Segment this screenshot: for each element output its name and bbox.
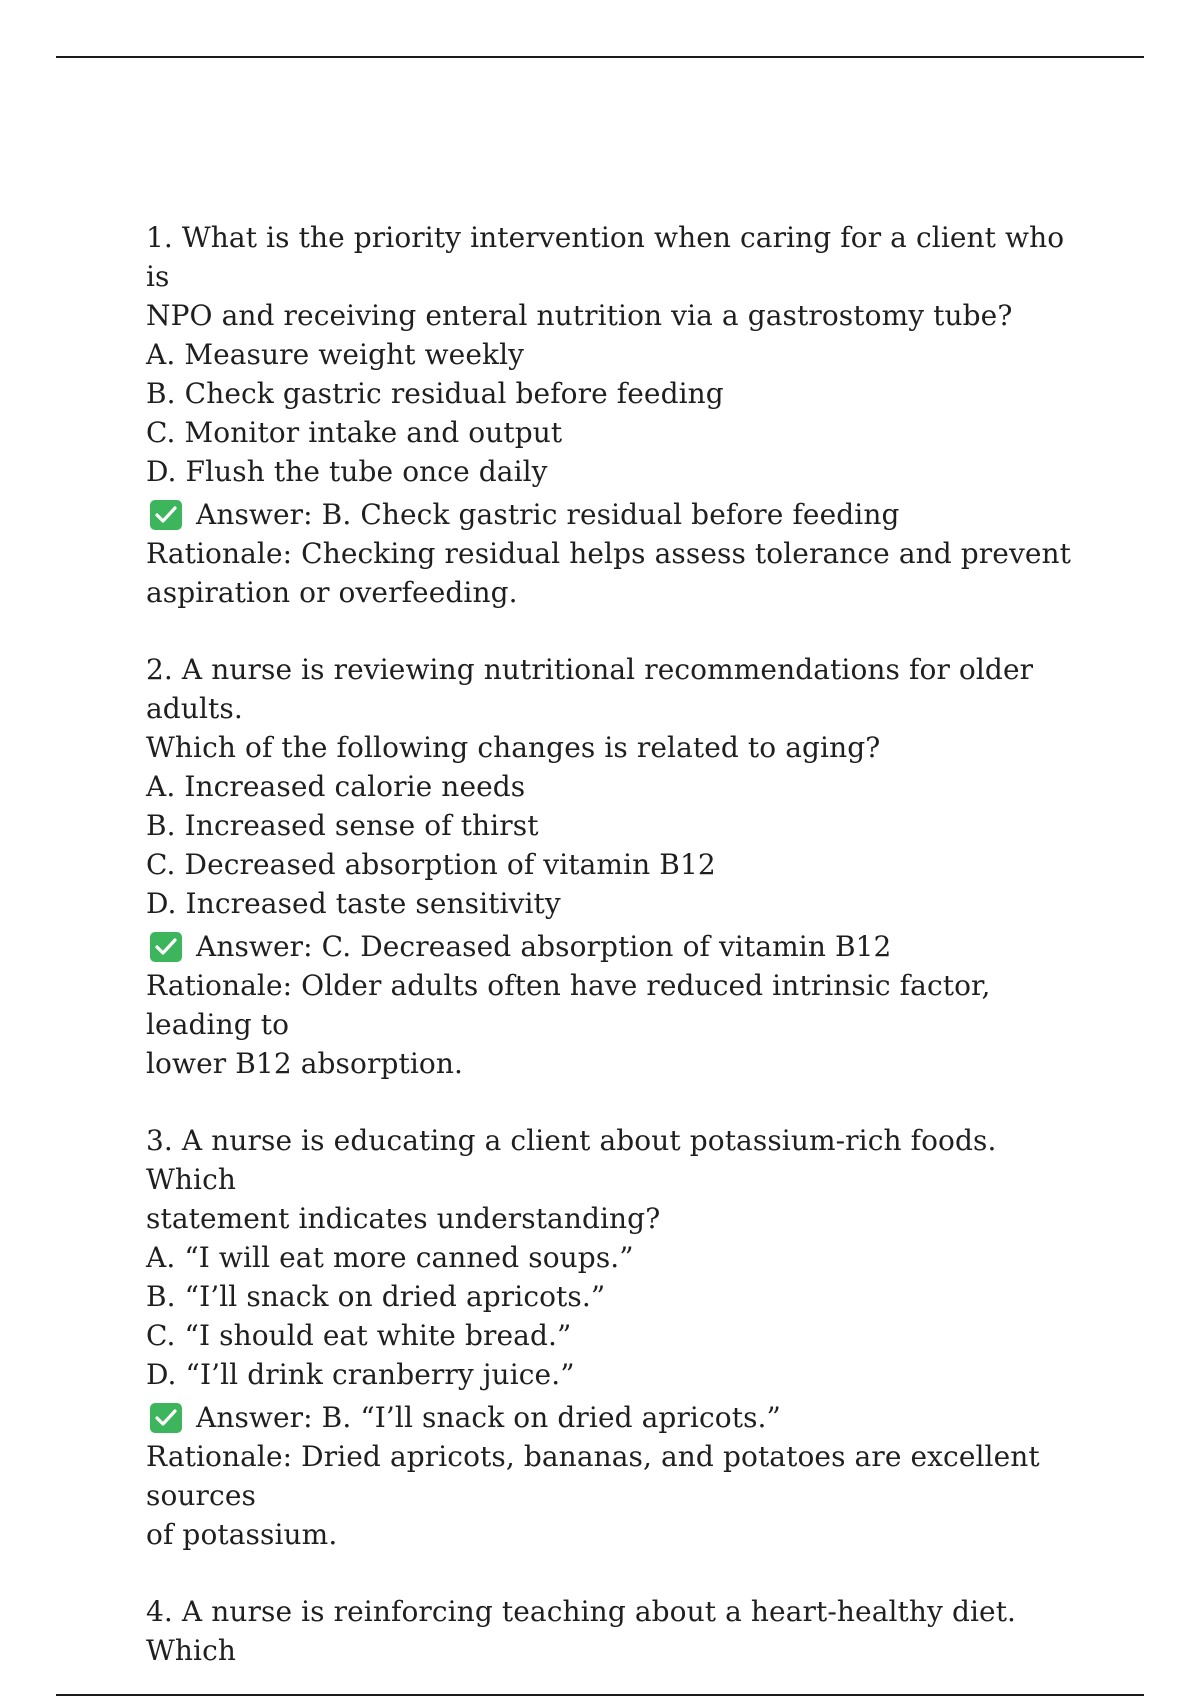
rationale <box>146 534 1076 612</box>
question-3-text <box>146 1121 1076 1238</box>
option-d: D. “I’ll drink cranberry juice.” <box>146 1358 575 1391</box>
option-c: C. Decreased absorption of vitamin B12 <box>146 848 716 881</box>
bottom-rule <box>56 1694 1144 1696</box>
rationale-line-2: aspiration or overfeeding. <box>146 576 518 609</box>
answer-line <box>146 495 1076 534</box>
option-a: A. “I will eat more canned soups.” <box>146 1241 634 1274</box>
option-c: C. “I should eat white bread.” <box>146 1319 572 1352</box>
question-3-line-1: 3. A nurse is educating a client about potassium-rich foods. Which <box>146 1124 997 1196</box>
option-d: D. Flush the tube once daily <box>146 455 548 488</box>
answer-text: Answer: B. Check gastric residual before feeding <box>196 498 900 531</box>
answer-line <box>146 927 1076 966</box>
rationale-line-2: of potassium. <box>146 1518 338 1551</box>
answer-line <box>146 1398 1076 1437</box>
question-1-line-1: 1. What is the priority intervention when caring for a client who is <box>146 221 1065 293</box>
answer-text: Answer: B. “I’ll snack on dried apricots.” <box>196 1401 781 1434</box>
rationale-line-2: lower B12 absorption. <box>146 1047 463 1080</box>
option-a: A. Increased calorie needs <box>146 770 526 803</box>
rationale <box>146 966 1076 1083</box>
question-1-line-2: NPO and receiving enteral nutrition via a gastrostomy tube? <box>146 299 1013 332</box>
question-3 <box>146 1121 1076 1554</box>
question-2 <box>146 650 1076 1083</box>
option-b: B. Check gastric residual before feeding <box>146 377 724 410</box>
check-mark-icon <box>150 932 182 962</box>
rationale-line-1: Rationale: Older adults often have reduced intrinsic factor, leading to <box>146 969 991 1041</box>
option-a: A. Measure weight weekly <box>146 338 525 371</box>
option-d: D. Increased taste sensitivity <box>146 887 561 920</box>
answer-text: Answer: C. Decreased absorption of vitamin B12 <box>196 930 892 963</box>
option-b: B. “I’ll snack on dried apricots.” <box>146 1280 606 1313</box>
top-rule <box>56 56 1144 58</box>
rationale <box>146 1437 1076 1554</box>
rationale-line-1: Rationale: Checking residual helps assess tolerance and prevent <box>146 537 1072 570</box>
question-1 <box>146 218 1076 612</box>
option-b: B. Increased sense of thirst <box>146 809 539 842</box>
check-mark-icon <box>150 1403 182 1433</box>
document-body <box>146 218 1076 1670</box>
rationale-line-1: Rationale: Dried apricots, bananas, and potatoes are excellent sources <box>146 1440 1040 1512</box>
question-1-text <box>146 218 1076 335</box>
question-2-line-1: 2. A nurse is reviewing nutritional recommendations for older adults. <box>146 653 1034 725</box>
check-mark-icon <box>150 500 182 530</box>
question-2-line-2: Which of the following changes is related to aging? <box>146 731 881 764</box>
option-c: C. Monitor intake and output <box>146 416 563 449</box>
question-3-line-2: statement indicates understanding? <box>146 1202 661 1235</box>
question-2-text <box>146 650 1076 767</box>
question-4-text: 4. A nurse is reinforcing teaching about a heart-healthy diet. Which <box>146 1595 1017 1667</box>
